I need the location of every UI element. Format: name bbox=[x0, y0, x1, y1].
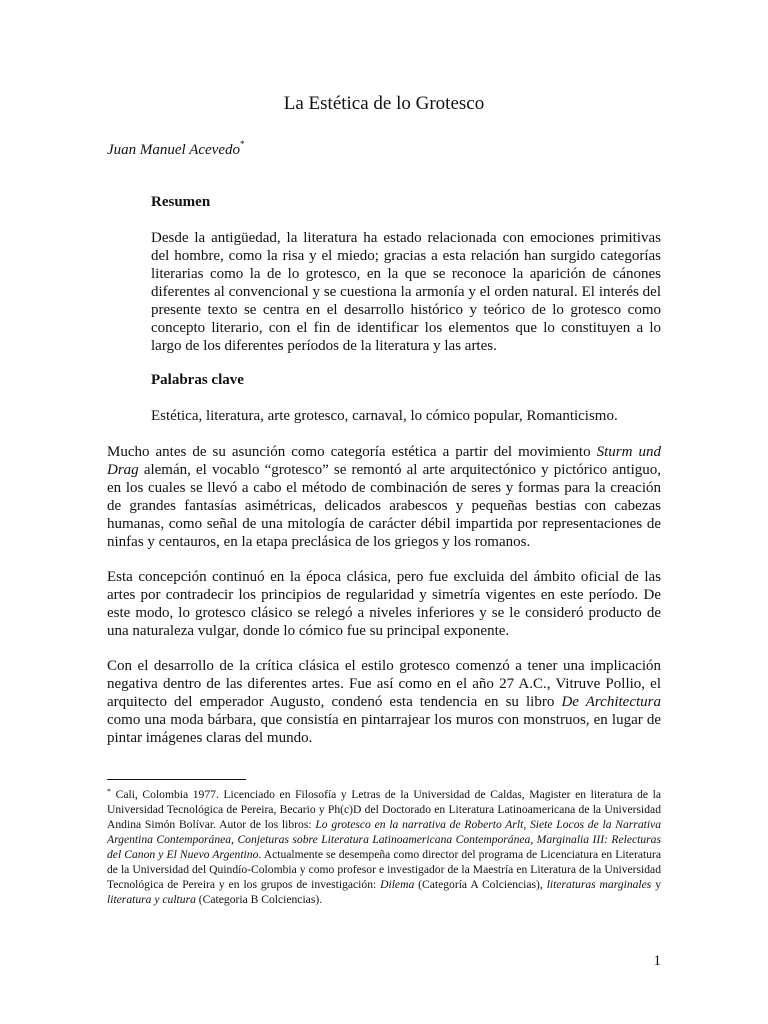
keywords-heading: Palabras clave bbox=[151, 372, 244, 388]
footnote-text-c: (Categoría A Colciencias), bbox=[414, 878, 547, 891]
footnote-book-titles: Lo grotesco en la narrativa de Roberto Arlt, Siete Locos de la Narrativa Argentina Contemporánea, Conjeturas sobre Literatura Latinoamericana Contemporánea, Marginalia III: Relecturas del Canon y El Nuevo Argentino bbox=[107, 818, 662, 861]
paragraph-1-text-b: alemán, el vocablo “grotesco” se remontó al arte arquitectónico y pictórico antiguo, en los cuales se llevó a cabo el método de combinación de seres y formas para la creación de grandes fantasías asimétricas, delicados arabescos y pequeñas bestias con cabezas humanas, como señal de una mitología de carácter débil impartida por representaciones de ninfas y centauros, en la etapa preclásica de los griegos y los romanos. bbox=[107, 462, 661, 550]
footnote-text-e: (Categoria B Colciencias). bbox=[195, 893, 323, 906]
paragraph-3-text-b: como una moda bárbara, que consistía en pintarrajear los muros con monstruos, en lugar de pintar imágenes claras del mundo. bbox=[107, 712, 661, 746]
paragraph-1-text-a: Mucho antes de su asunción como categoría estética a partir del movimiento bbox=[107, 444, 597, 460]
footnote-group-dilema: Dilema bbox=[380, 878, 415, 891]
keywords-text: Estética, literatura, arte grotesco, carnaval, lo cómico popular, Romanticismo. bbox=[151, 408, 618, 424]
author-footnote-mark: * bbox=[240, 139, 245, 149]
author-name bbox=[107, 139, 245, 159]
abstract-text: Desde la antigüedad, la literatura ha estado relacionada con emociones primitivas del hombre, como la risa y el miedo; gracias a esta relación han surgido categorías literarias como la de lo grotesco, en la que se reconoce la aparición de cánones diferentes al convencional y se cuestiona la armonía y el orden natural. El interés del presente texto se centra en el desarrollo histórico y teórico de lo grotesco como concepto literario, con el fin de identificar los elementos que lo constituyen a lo largo de los diferentes períodos de la literatura y las artes. bbox=[151, 230, 661, 354]
paragraph-1 bbox=[107, 443, 661, 551]
footnote-separator bbox=[107, 779, 246, 780]
footnote-text-d: y bbox=[651, 878, 661, 891]
footnote bbox=[107, 784, 661, 907]
paragraph-2: Esta concepción continuó en la época clásica, pero fue excluida del ámbito oficial de las artes por contradecir los principios de regularidad y simetría vigentes en este período. De este modo, lo grotesco clásico se relegó a niveles inferiores y se le consideró producto de una naturaleza vulgar, donde lo cómico fue su principal exponente. bbox=[107, 569, 661, 639]
footnote-text-a: Cali, Colombia 1977. Licenciado en Filosofía y Letras de la Universidad de Caldas, Magister en literatura de la Universidad Tecnológica de Pereira, Becario y Ph(c)D del Doctorado en Literatura Latinoamericana de la Universidad Andina Simón Bolívar. Autor de los libros: bbox=[107, 788, 661, 831]
footnote-group-marginales: literaturas marginales bbox=[546, 878, 652, 891]
footnote-group-cultura: literatura y cultura bbox=[107, 893, 196, 906]
footnote-mark: * bbox=[107, 787, 111, 796]
paragraph-3 bbox=[107, 657, 661, 747]
document-title: La Estética de lo Grotesco bbox=[283, 93, 485, 114]
abstract-heading: Resumen bbox=[151, 194, 211, 210]
paragraph-1-italic: Sturm und Drag bbox=[107, 444, 661, 478]
footnote-text-b: . Actualmente se desempeña como director del programa de Licenciatura en Literatura de la Universidad del Quindío-Colombia y como profesor e investigador de la Maestría en Literatura de la Universidad Tecnológica de Pereira y en los grupos de investigación: bbox=[107, 848, 661, 891]
page-number: 1 bbox=[653, 953, 661, 969]
paragraph-3-text-a: Con el desarrollo de la crítica clásica el estilo grotesco comenzó a tener una implicación negativa dentro de las diferentes artes. Fue así como en el año 27 A.C., Vitruve Pollio, el arquitecto del emperador Augusto, condenó esta tendencia en su libro bbox=[107, 658, 661, 710]
paragraph-3-italic: De Architectura bbox=[561, 694, 661, 710]
author-name-text: Juan Manuel Acevedo bbox=[107, 142, 241, 158]
